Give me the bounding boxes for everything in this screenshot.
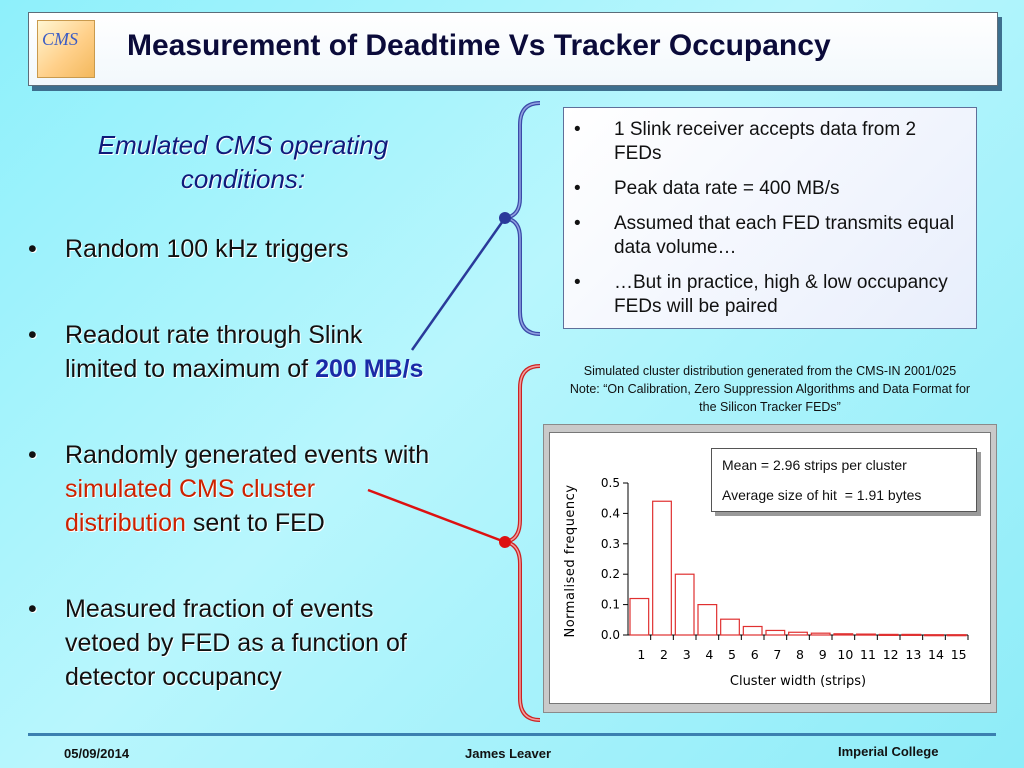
x-tick-label: 14	[928, 647, 944, 662]
x-tick-label: 4	[705, 647, 714, 662]
bullet-dot: •	[28, 235, 37, 263]
bar	[630, 599, 649, 635]
y-tick-label: 0.0	[600, 628, 620, 642]
bar	[721, 619, 740, 635]
bullet-3-line3: sent to FED	[185, 509, 325, 537]
x-tick-label: 5	[728, 647, 736, 662]
y-tick-label: 0.2	[600, 567, 620, 582]
bullet-3-line1: Randomly generated events with	[65, 441, 430, 469]
bar	[789, 632, 808, 635]
bar	[811, 633, 830, 635]
footer-date: 05/09/2014	[64, 746, 130, 761]
bar	[653, 501, 672, 635]
red-connector-line	[368, 490, 505, 542]
bullet-dot: •	[28, 321, 37, 349]
red-dot	[499, 536, 511, 548]
bar	[925, 635, 944, 636]
x-tick-label: 11	[860, 647, 876, 662]
x-tick-label: 7	[773, 647, 782, 662]
y-axis-label: Normalised frequency	[563, 484, 578, 638]
bar	[675, 574, 694, 635]
x-tick-label: 6	[750, 647, 759, 662]
bullet-4-line1: Measured fraction of events	[65, 595, 374, 623]
bullet-dot: •	[28, 595, 37, 623]
caption-line1: Simulated cluster distribution generated from the CMS-IN 2001/025	[583, 364, 957, 378]
bar	[947, 635, 966, 636]
info-bullet: •	[574, 272, 581, 293]
blue-dot	[499, 212, 511, 224]
info-box	[563, 107, 977, 329]
bullet-1-text: Random 100 kHz triggers	[65, 235, 349, 263]
bar	[834, 634, 853, 635]
chart-caption	[530, 362, 1010, 416]
y-tick-label: 0.5	[600, 476, 620, 490]
average-size-text: Average size of hit = 1.91 bytes	[722, 487, 922, 503]
x-tick-label: 12	[882, 647, 899, 662]
bullet-2-highlight: 200 MB/s	[315, 355, 424, 383]
bullet-2-line1: Readout rate through Slink	[65, 321, 363, 349]
x-tick-label: 8	[796, 647, 804, 662]
footer-author: James Leaver	[465, 746, 552, 761]
left-heading-line1: Emulated CMS operating	[97, 130, 389, 160]
y-tick-label: 0.4	[600, 506, 620, 521]
y-tick-label: 0.3	[600, 536, 620, 551]
footer-rule	[28, 733, 996, 736]
bullet-4-line2: vetoed by FED as a function of	[65, 629, 407, 657]
x-axis-label: Cluster width (strips)	[729, 674, 867, 689]
footer-institution: Imperial College	[838, 744, 939, 759]
caption-line2: Note: “On Calibration, Zero Suppression Algorithms and Data Format for	[569, 382, 971, 396]
info-bullet: •	[574, 213, 581, 234]
info-item-4-text: …But in practice, high & low occupancy FEDs will be paired	[614, 272, 948, 317]
x-tick-label: 9	[818, 647, 827, 662]
mean-text: Mean = 2.96 strips per cluster	[722, 457, 907, 473]
bar	[766, 630, 785, 635]
y-tick-label: 0.1	[600, 597, 620, 612]
bullet-3-highlight-1: simulated CMS cluster	[65, 475, 316, 503]
x-tick-label: 13	[905, 647, 922, 662]
bullet-2-line2: limited to maximum of	[65, 355, 316, 383]
x-tick-label: 2	[660, 647, 668, 662]
stats-box	[711, 448, 977, 512]
left-heading-line2: conditions:	[180, 164, 306, 194]
bar	[698, 605, 717, 635]
info-item-3-text: Assumed that each FED transmits equal data volume…	[614, 213, 955, 258]
x-tick-label: 15	[950, 647, 967, 662]
bullet-4-line3: detector occupancy	[65, 663, 282, 691]
info-bullet: •	[574, 178, 581, 199]
bar	[857, 634, 876, 635]
bar	[902, 634, 921, 635]
info-item-1-text: 1 Slink receiver accepts data from 2 FEDs	[614, 119, 917, 164]
bar	[879, 634, 898, 635]
bar	[743, 626, 762, 635]
caption-line3: the Silicon Tracker FEDs”	[699, 400, 841, 414]
blue-connector-line	[412, 218, 505, 350]
info-item-2-text: Peak data rate = 400 MB/s	[614, 178, 840, 199]
info-bullet: •	[574, 119, 581, 140]
slide-title: Measurement of Deadtime Vs Tracker Occupancy	[127, 29, 831, 62]
bullet-dot: •	[28, 441, 37, 469]
x-tick-label: 10	[837, 647, 854, 662]
x-tick-label: 3	[682, 647, 691, 662]
logo-text: CMS	[42, 29, 78, 49]
bullet-3-highlight-2: distribution	[65, 509, 186, 537]
x-tick-label: 1	[637, 647, 646, 662]
